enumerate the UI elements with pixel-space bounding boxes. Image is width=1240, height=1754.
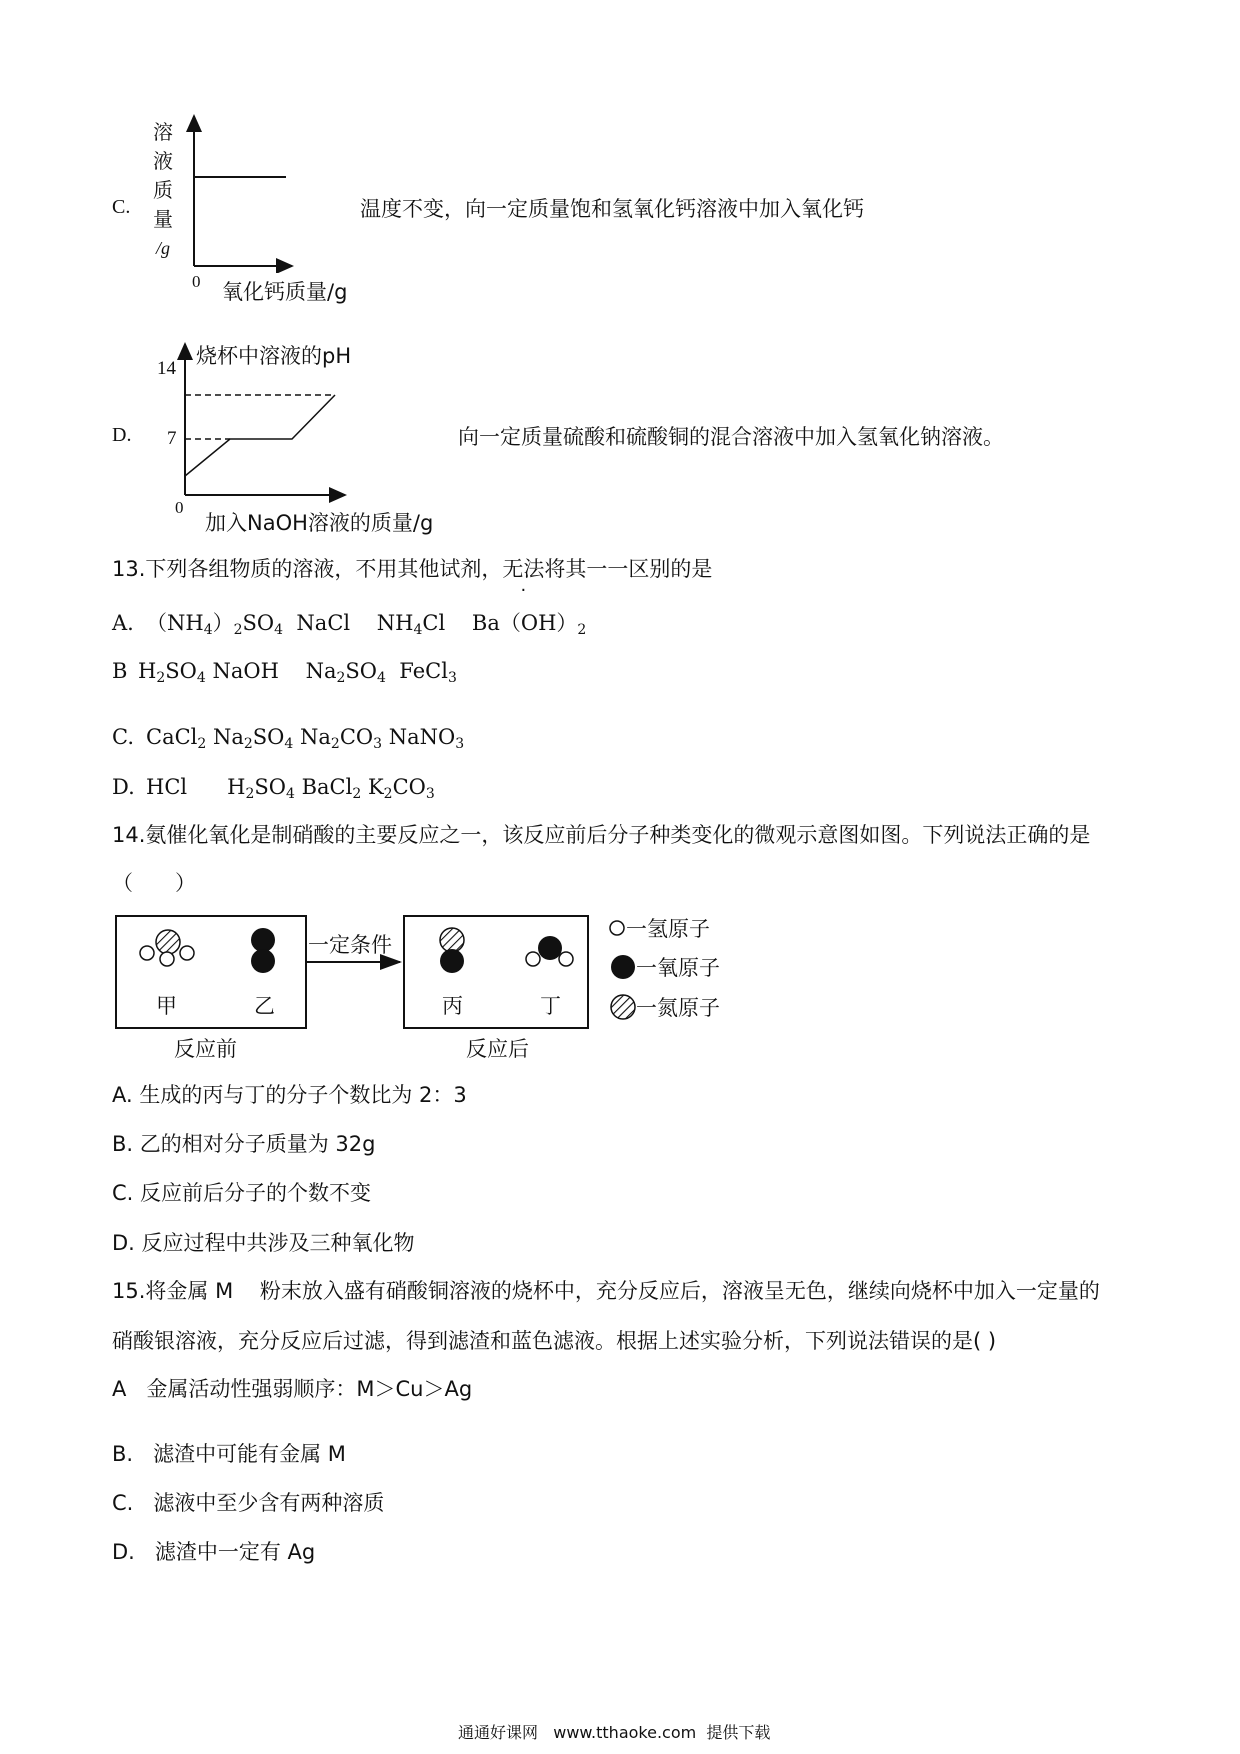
molecule-h2o (526, 936, 573, 966)
molecule-o2 (251, 928, 275, 973)
label-bing: 丙 (442, 994, 463, 1018)
q15-option-c: C. 滤液中至少含有两种溶质 (112, 1491, 385, 1515)
graph-c-y-axis-label: 溶 液 质 量 /g (153, 120, 173, 258)
q14-option-a: A. 生成的丙与丁的分子个数比为 2：3 (112, 1083, 467, 1107)
molecule-no (440, 928, 464, 973)
legend-nitrogen: 一氮原子 (636, 996, 720, 1020)
q15-option-a: A 金属活动性强弱顺序：M＞Cu＞Ag (112, 1377, 473, 1401)
graph-c-x-axis-label: 氧化钙质量/g (222, 280, 348, 304)
question-15-line1: 15.将金属 M 粉末放入盛有硝酸铜溶液的烧杯中，充分反应后，溶液呈无色，继续向烧杯中加入一定量的 (112, 1279, 1100, 1303)
legend-hydrogen: 一氢原子 (626, 917, 710, 941)
caption-before: 反应前 (174, 1037, 237, 1061)
question-15-line2: 硝酸银溶液，充分反应后过滤，得到滤渣和蓝色滤液。根据上述实验分析，下列说法错误的是( ) (112, 1329, 997, 1353)
label-jia: 甲 (156, 994, 177, 1018)
question-14-stem: 14.氨催化氧化是制硝酸的主要反应之一，该反应前后分子种类变化的微观示意图如图。下列说法正确的是 (112, 823, 1091, 847)
before-box (116, 916, 306, 1028)
option-d-text: 向一定质量硫酸和硫酸铜的混合溶液中加入氢氧化钠溶液。 (458, 425, 1004, 449)
graph-d-curve (185, 395, 335, 476)
q13-option-a: A. $(NH_4)_2SO_4$ NaCl $NH_4Cl$ $Ba(OH)_2$ (112, 611, 587, 638)
caption-after: 反应后 (466, 1037, 529, 1061)
option-c-label: C. (112, 196, 131, 218)
legend (610, 917, 720, 1020)
reaction-condition: 一定条件 (308, 933, 392, 957)
q14-option-d: D. 反应过程中共涉及三种氧化物 (112, 1231, 415, 1255)
q15-option-b: B. 滤渣中可能有金属 M (112, 1442, 346, 1466)
q15-option-d: D. 滤渣中一定有 Ag (112, 1540, 316, 1564)
label-ding: 丁 (540, 994, 561, 1018)
option-c-text: 温度不变，向一定质量饱和氢氧化钙溶液中加入氧化钙 (360, 197, 864, 221)
q13-option-c: C. CaCl$_2$ $Na_2SO_4$ $Na_2CO_3$ NaNO$_3$ (112, 725, 465, 752)
graph-d-origin: 0 (175, 498, 184, 517)
reaction-diagram (112, 912, 752, 1064)
q14-option-b: B. 乙的相对分子质量为 32g (112, 1132, 376, 1156)
graph-c-origin: 0 (192, 272, 201, 291)
molecule-nh3 (140, 930, 194, 966)
option-d-label: D. (112, 424, 132, 446)
graph-d-y-axis-label: 烧杯中溶液的pH (196, 344, 352, 368)
question-14-paren: （ ） (112, 871, 196, 895)
graph-d-tick-14: 14 (157, 358, 176, 379)
graph-c (180, 108, 300, 273)
graph-d-tick-7: 7 (167, 428, 177, 449)
q14-option-c: C. 反应前后分子的个数不变 (112, 1181, 372, 1205)
page-footer: 通通好课网 www.tthaoke.com 提供下载 (458, 1723, 771, 1742)
legend-oxygen: 一氧原子 (636, 956, 720, 980)
q13-option-d: D. HCl $H_2SO_4$ BaCl$_2$ $K_2CO_3$ (112, 775, 435, 802)
q13-option-b: B $H_2SO_4$ NaOH $Na_2SO_4$ FeCl$_3$ (112, 659, 457, 686)
graph-d-x-axis-label: 加入NaOH溶液的质量/g (205, 511, 434, 535)
question-13-stem: 13.下列各组物质的溶液，不用其他试剂，无法将其一一区别的是 (112, 557, 713, 581)
label-yi: 乙 (254, 994, 275, 1018)
